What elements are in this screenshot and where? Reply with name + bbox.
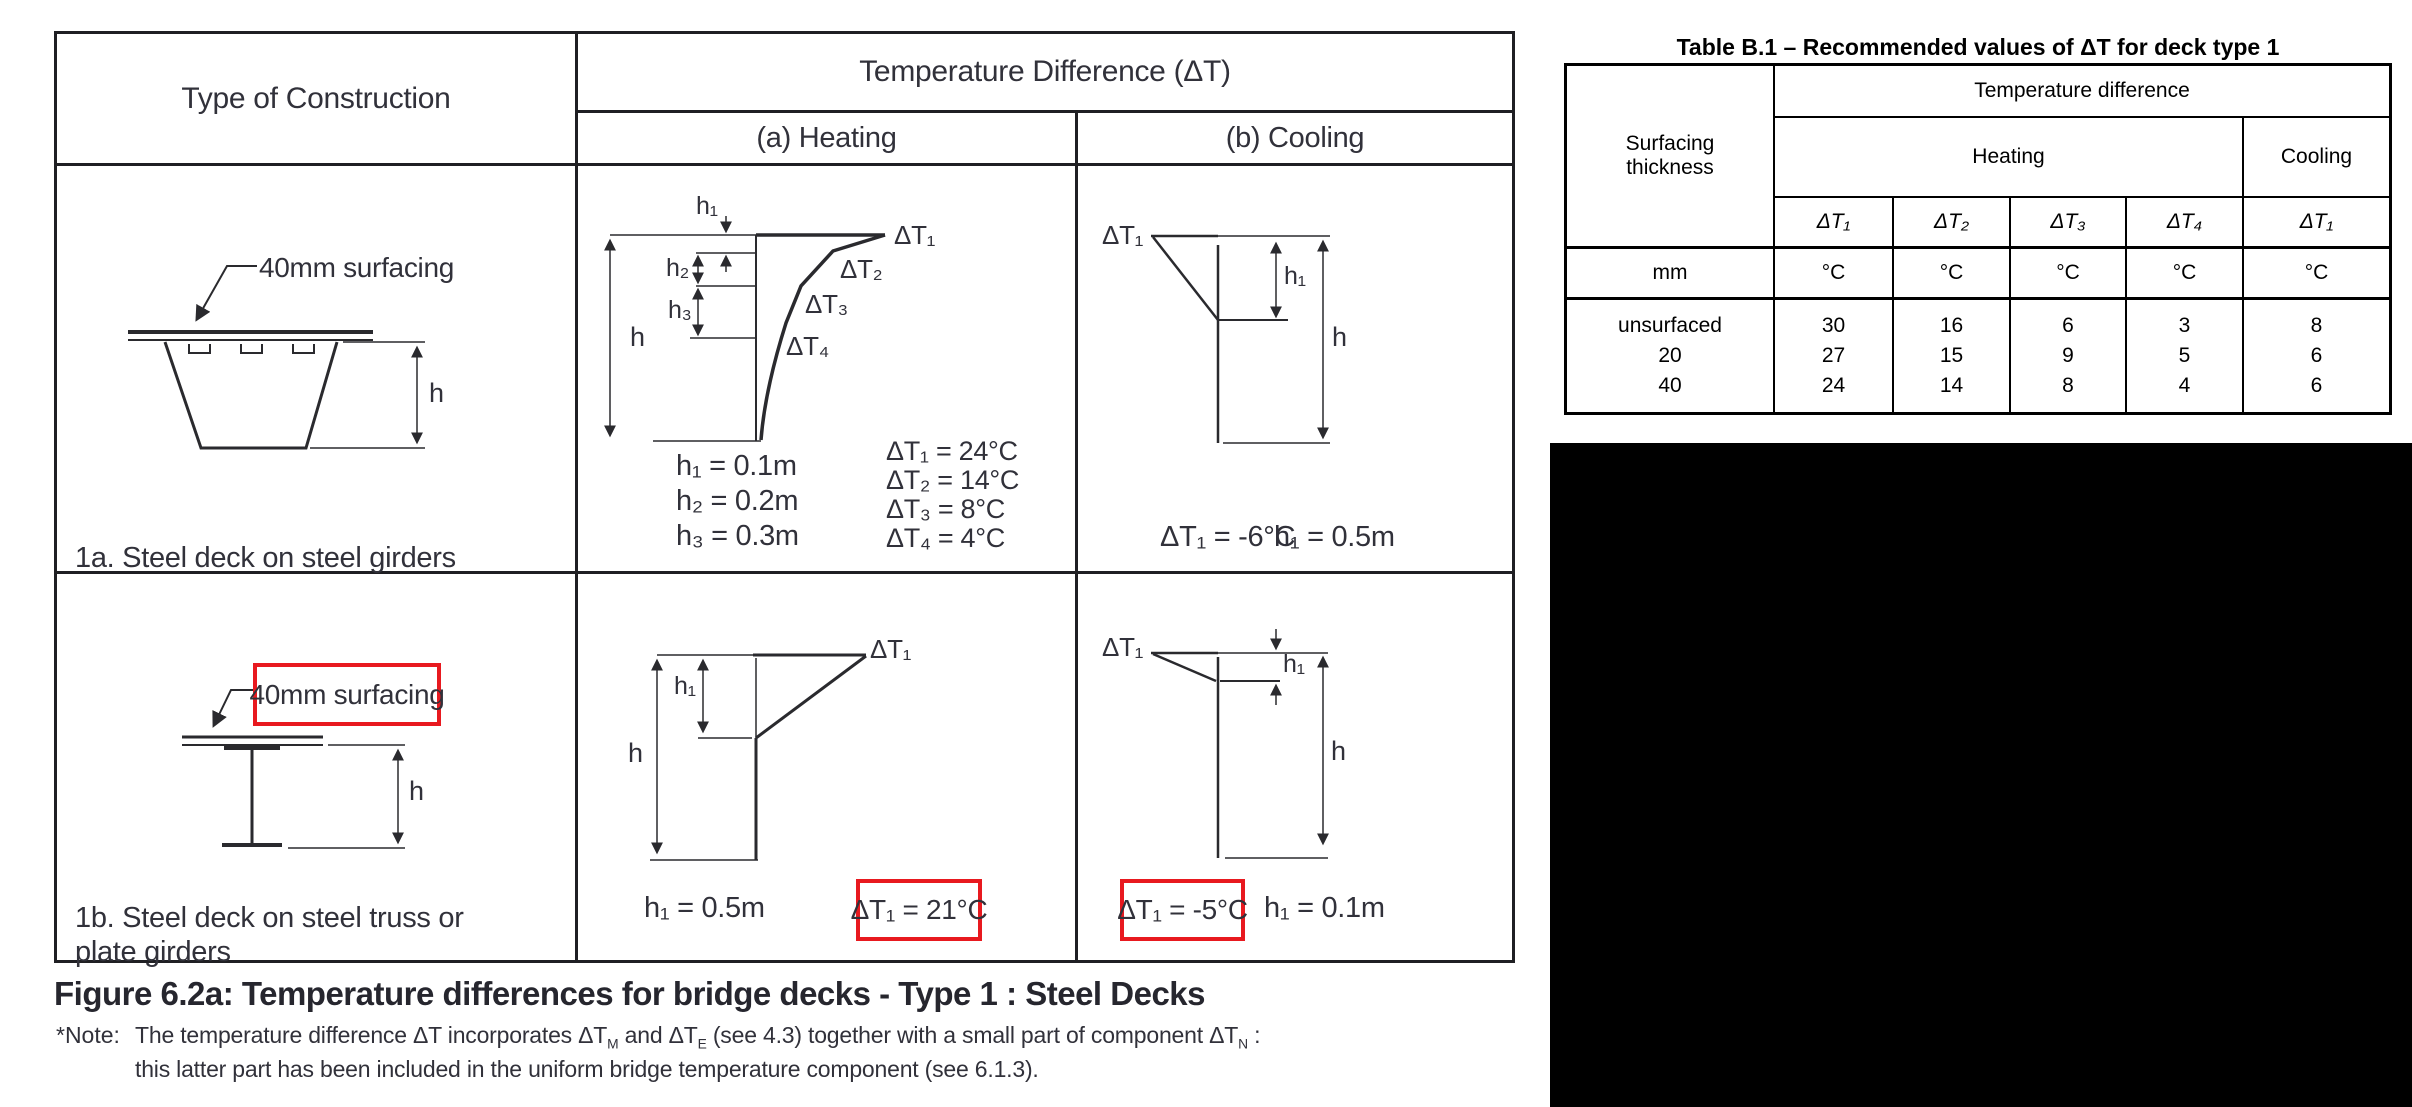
h2-value: h₂ = 0.2m xyxy=(676,485,799,517)
table-cell: 27 xyxy=(1821,344,1846,367)
cell-1b-construction xyxy=(57,574,575,968)
table-cell: 14 xyxy=(1939,374,1964,397)
column-dt1-values xyxy=(1775,300,1892,412)
dt2-label: ΔT₂ xyxy=(840,254,883,284)
note-text-line2: this latter part has been included in the uniform bridge temperature component (see 6.1.3). xyxy=(135,1056,1039,1082)
table-cell: 5 xyxy=(2178,344,2191,367)
note-subscript: N xyxy=(1238,1036,1248,1052)
header-label: Cooling xyxy=(2280,145,2353,168)
h-dimension-label: h xyxy=(1331,736,1346,766)
figure-6-2a-table xyxy=(54,31,1515,968)
unit-celsius xyxy=(1775,249,1892,297)
column-dt3-values xyxy=(2011,300,2125,412)
header-dt1-cooling xyxy=(2244,198,2389,246)
note-segment: The temperature difference ΔT incorporates ΔT xyxy=(135,1022,608,1048)
header-label: ΔT₁ xyxy=(1816,210,1851,233)
header-cooling xyxy=(1078,113,1512,163)
header-label: ΔT₃ xyxy=(2050,210,2086,233)
unit-label: °C xyxy=(2056,261,2080,284)
header-cooling xyxy=(2244,118,2389,196)
note-subscript: M xyxy=(607,1036,619,1052)
h1-dimension-label: h₁ xyxy=(674,672,696,700)
table-cell: 8 xyxy=(2062,374,2074,397)
header-dt3 xyxy=(2011,198,2125,246)
column-dt2-values xyxy=(1894,300,2009,412)
header-label: ΔT₂ xyxy=(1934,210,1969,233)
cell-caption-line1: 1b. Steel deck on steel truss or xyxy=(75,902,464,934)
header-surfacing-thickness xyxy=(1567,66,1773,246)
redacted-black-region xyxy=(1550,443,2412,1107)
table-cell: 6 xyxy=(2310,374,2323,397)
h1-value: h₁ = 0.5m xyxy=(1274,521,1395,553)
header-label: thickness xyxy=(1626,156,1714,179)
figure-caption: Figure 6.2a: Temperature differences for bridge decks - Type 1 : Steel Decks xyxy=(54,975,1206,1012)
note-subscript: E xyxy=(697,1036,707,1052)
column-cooling-dt1-values xyxy=(2244,300,2389,412)
dt1-value: ΔT₁ = 21°C xyxy=(850,894,988,925)
dt1-label: ΔT₁ xyxy=(870,634,912,664)
header-dt2 xyxy=(1894,198,2009,246)
table-cell: 3 xyxy=(2178,314,2191,337)
note-segment: : xyxy=(1247,1022,1261,1048)
h-dimension-label: h xyxy=(1332,322,1347,352)
table-cell: 9 xyxy=(2062,344,2074,367)
dt1-value: ΔT₁ = -5°C xyxy=(1117,894,1248,925)
header-label: Temperature Difference (ΔT) xyxy=(859,55,1231,88)
dt1-label: ΔT₁ xyxy=(1102,220,1144,250)
header-label: (b) Cooling xyxy=(1225,121,1365,154)
dt1-value: ΔT₁ = -6°C xyxy=(1160,521,1296,553)
table-cell: 30 xyxy=(1821,314,1846,337)
cell-1a-construction xyxy=(57,166,575,574)
unit-label: °C xyxy=(2304,261,2329,284)
unit-celsius xyxy=(1894,249,2009,297)
dt1-value: ΔT₁ = 24°C xyxy=(886,436,1018,466)
unit-celsius xyxy=(2244,249,2389,297)
table-cell: 8 xyxy=(2310,314,2323,337)
header-heating xyxy=(578,113,1075,163)
header-dt4 xyxy=(2127,198,2242,246)
note-label: *Note: xyxy=(56,1022,120,1048)
h3-dimension-label: h₃ xyxy=(668,296,692,324)
header-dt1 xyxy=(1775,198,1892,246)
surfacing-label: 40mm surfacing xyxy=(249,678,445,710)
cell-1a-heating xyxy=(578,166,1075,571)
column-surfacing-values xyxy=(1567,300,1773,412)
header-label: Heating xyxy=(1972,145,2045,168)
dt4-label: ΔT₄ xyxy=(786,331,829,361)
h1-value: h₁ = 0.1m xyxy=(1264,892,1385,924)
table-cell: 40 xyxy=(1658,374,1682,397)
dt1-label: ΔT₁ xyxy=(894,220,936,250)
cell-1b-cooling xyxy=(1078,574,1512,960)
note-segment: (see 4.3) together with a small part of component ΔT xyxy=(706,1022,1239,1048)
unit-label: °C xyxy=(1821,261,1846,284)
h1-dimension-label: h₁ xyxy=(1284,262,1306,290)
header-label: Temperature difference xyxy=(1974,79,2190,102)
unit-celsius xyxy=(2127,249,2242,297)
cell-1b-heating xyxy=(578,574,1075,960)
unit-celsius xyxy=(2011,249,2125,297)
cell-caption: 1a. Steel deck on steel girders xyxy=(75,542,456,574)
dt1-label: ΔT₁ xyxy=(1102,632,1144,662)
h-dimension-label: h xyxy=(409,776,424,806)
dt3-value: ΔT₃ = 8°C xyxy=(886,494,1005,524)
unit-mm xyxy=(1567,249,1773,297)
table-b1-title: Table B.1 – Recommended values of ΔT for deck type 1 xyxy=(1676,34,2280,60)
surfacing-highlight-box xyxy=(249,663,445,726)
table-cell: 24 xyxy=(1821,374,1846,397)
header-label: ΔT₄ xyxy=(2166,210,2203,233)
h1-dimension-label: h₁ xyxy=(1283,650,1305,678)
table-cell: 6 xyxy=(2062,314,2074,337)
table-cell: 6 xyxy=(2310,344,2323,367)
header-label: ΔT₁ xyxy=(2299,210,2334,233)
header-type-of-construction xyxy=(57,34,575,163)
header-temperature-difference xyxy=(578,34,1512,110)
h-dimension-label: h xyxy=(628,738,643,768)
h1-value: h₁ = 0.5m xyxy=(644,892,765,924)
h-dimension-label: h xyxy=(630,322,645,352)
unit-label: mm xyxy=(1652,261,1688,284)
unit-label: °C xyxy=(1939,261,1964,284)
h-dimension-label: h xyxy=(429,378,444,408)
header-label: Type of Construction xyxy=(181,81,451,115)
dt1-highlight-box xyxy=(1117,879,1248,941)
table-b1 xyxy=(1564,63,2392,415)
note-segment: and ΔT xyxy=(618,1022,698,1048)
header-label: (a) Heating xyxy=(756,121,897,154)
header-temperature-difference xyxy=(1775,66,2389,116)
table-cell: 15 xyxy=(1939,344,1964,367)
table-cell: 16 xyxy=(1939,314,1964,337)
dt1-highlight-box xyxy=(850,879,988,941)
h2-dimension-label: h₂ xyxy=(666,254,690,282)
h3-value: h₃ = 0.3m xyxy=(676,520,799,552)
dt4-value: ΔT₄ = 4°C xyxy=(886,523,1005,553)
cell-1a-cooling xyxy=(1078,166,1512,571)
box-girder-diagram xyxy=(57,166,575,571)
table-cell: 4 xyxy=(2178,374,2191,397)
unit-label: °C xyxy=(2172,261,2197,284)
table-cell: unsurfaced xyxy=(1618,314,1722,337)
header-heating xyxy=(1775,118,2242,196)
cell-caption-line2: plate girders xyxy=(75,936,231,968)
dt2-value: ΔT₂ = 14°C xyxy=(886,465,1020,495)
h1-value: h₁ = 0.1m xyxy=(676,450,797,482)
h1-dimension-label: h₁ xyxy=(696,192,718,220)
surfacing-label: 40mm surfacing xyxy=(259,252,454,283)
dt3-label: ΔT₃ xyxy=(805,289,848,319)
header-label: Surfacing xyxy=(1625,132,1715,155)
note-text-line1 xyxy=(135,1022,1260,1052)
table-cell: 20 xyxy=(1658,344,1682,367)
column-dt4-values xyxy=(2127,300,2242,412)
